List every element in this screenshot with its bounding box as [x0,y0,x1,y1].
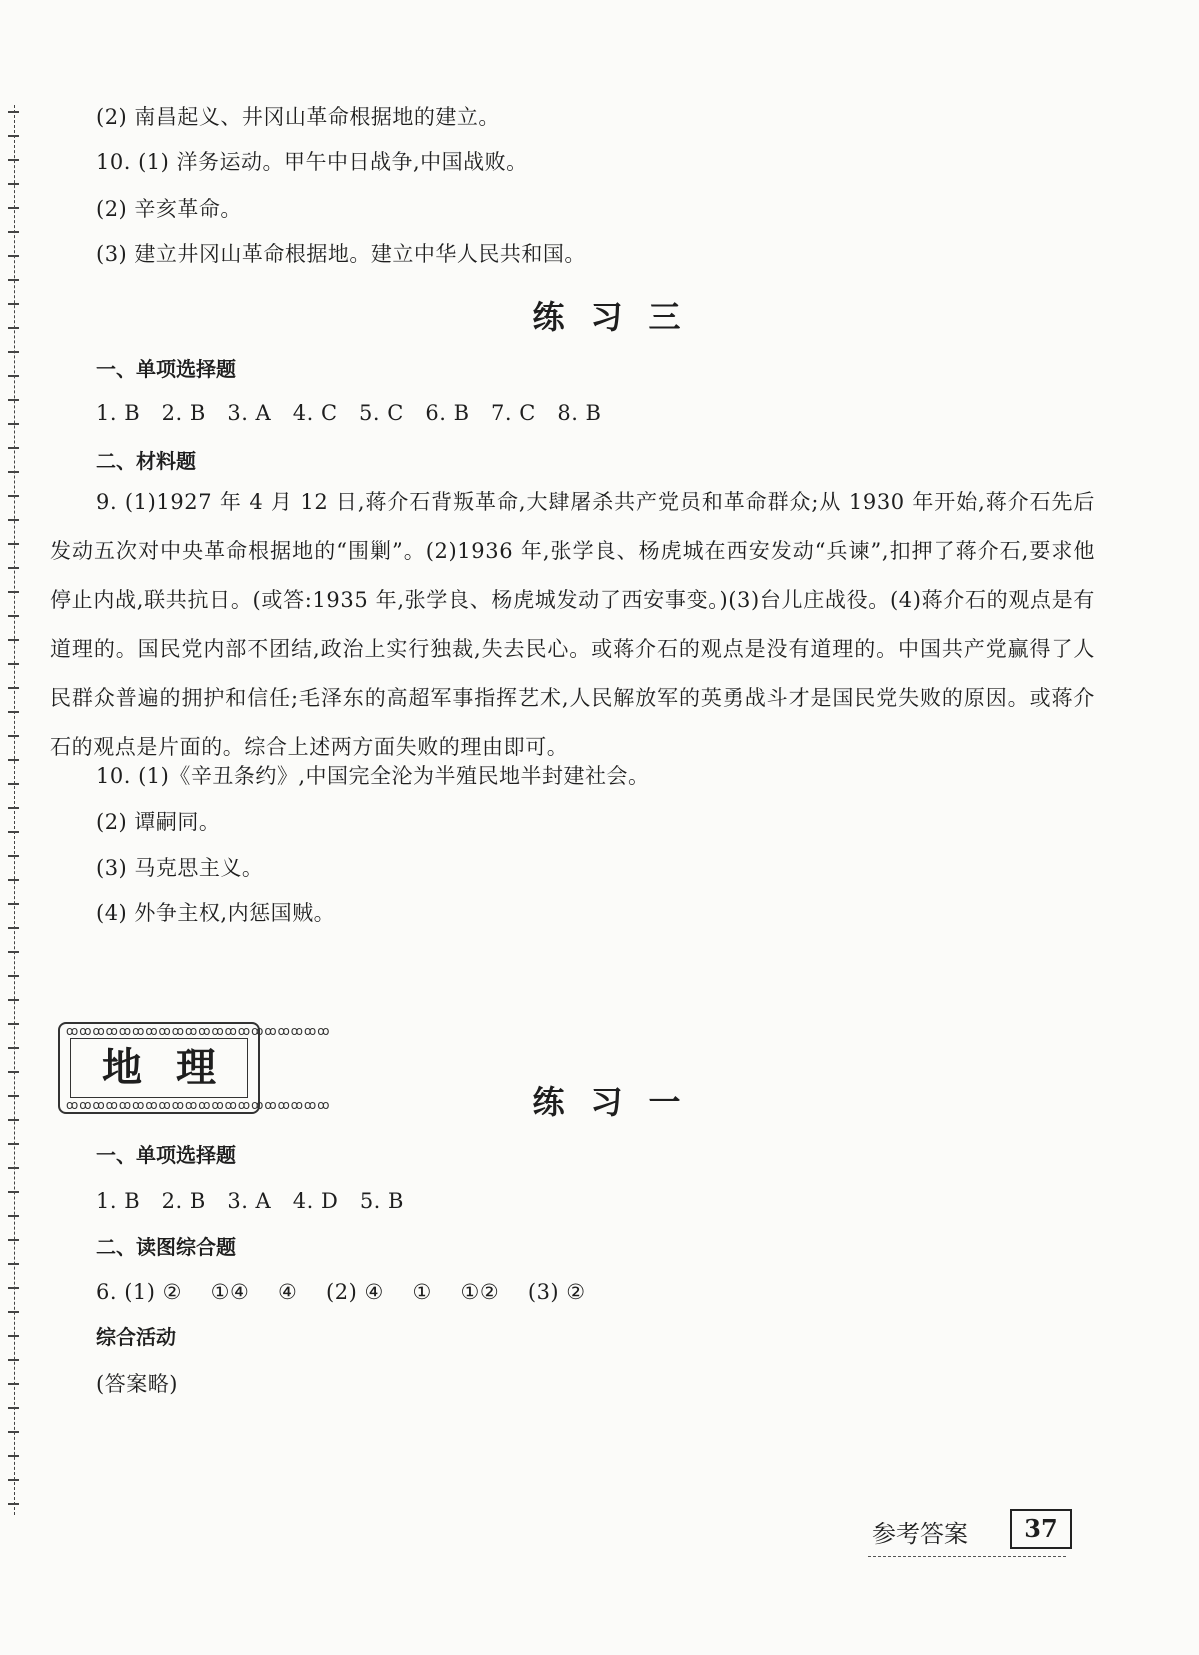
activity-answer: (答案略) [96,1372,178,1396]
material-heading: 二、材料题 [96,449,196,473]
exercise-1-title: 练习一 [532,1083,707,1121]
ornament-border-top: ꝏꝏꝏꝏꝏꝏꝏꝏꝏꝏꝏꝏꝏꝏꝏꝏꝏꝏꝏꝏ [66,1024,331,1038]
binding-tick [8,159,19,161]
binding-tick [8,807,19,809]
exercise-3-title: 练习三 [532,298,707,336]
history-answer-line: (3) 建立井冈山革命根据地。建立中华人民共和国。 [96,242,586,266]
binding-tick [8,759,19,761]
history-answer-line: (2) 辛亥革命。 [96,197,242,221]
binding-tick [8,1191,19,1193]
binding-tick [8,1287,19,1289]
binding-tick [8,111,19,113]
binding-tick [8,1047,19,1049]
binding-tick [8,1071,19,1073]
question-10-line: (2) 谭嗣同。 [96,810,221,834]
binding-tick [8,999,19,1001]
binding-tick [8,1239,19,1241]
binding-tick [8,1311,19,1313]
binding-tick [8,783,19,785]
binding-tick [8,711,19,713]
binding-tick [8,279,19,281]
binding-tick [8,207,19,209]
single-choice-answers: 1. B 2. B 3. A 4. D 5. B [96,1189,404,1213]
question-10-line: (4) 外争主权,内惩国贼。 [96,901,336,925]
binding-tick [8,591,19,593]
binding-tick [8,471,19,473]
binding-tick [8,1335,19,1337]
binding-tick [8,1383,19,1385]
single-choice-heading: 一、单项选择题 [96,1143,236,1167]
binding-tick [8,831,19,833]
binding-tick [8,423,19,425]
binding-tick [8,975,19,977]
binding-tick [8,735,19,737]
binding-tick [8,399,19,401]
binding-tick [8,1455,19,1457]
binding-tick [8,1359,19,1361]
single-choice-answers: 1. B 2. B 3. A 4. C 5. C 6. B 7. C 8. B [96,401,602,425]
answer-key-label: 参考答案 [872,1520,968,1548]
binding-tick [8,1503,19,1505]
binding-tick [8,1167,19,1169]
binding-tick [8,1143,19,1145]
binding-tick [8,903,19,905]
binding-tick [8,1407,19,1409]
binding-tick [8,255,19,257]
binding-tick [8,543,19,545]
binding-tick [8,1431,19,1433]
binding-tick [8,951,19,953]
binding-tick [8,639,19,641]
binding-tick [8,495,19,497]
binding-tick [8,231,19,233]
binding-tick [8,687,19,689]
history-answer-line: (2) 南昌起义、井冈山革命根据地的建立。 [96,105,500,129]
map-reading-heading: 二、读图综合题 [96,1235,236,1259]
question-6-answer: 6. (1) ② ①④ ④ (2) ④ ① ①② (3) ② [96,1280,586,1304]
binding-tick [8,663,19,665]
binding-tick [8,1023,19,1025]
activity-heading: 综合活动 [96,1325,176,1349]
question-10-line: (3) 马克思主义。 [96,856,264,880]
binding-tick [8,927,19,929]
binding-tick [8,1263,19,1265]
question-10-line: 10. (1)《辛丑条约》,中国完全沦为半殖民地半封建社会。 [96,764,650,788]
question-9-answer: 9. (1)1927 年 4 月 12 日,蒋介石背叛革命,大肆屠杀共产党员和革命群众;从 1930 年开始,蒋介石先后发动五次对中央革命根据地的“围剿”。(2)1936 年,张学良、杨虎城在西安发动“兵谏”,扣押了蒋介石,要求他停止内战,联共抗日。(或答:1935 年,张学良、杨虎城发动了西安事变。)(3)台儿庄战役。(4)蒋介石的观点是有道理的。国民党内部不团结,政治上实行独裁,失去民心。或蒋介石的观点是没有道理的。中国共产党赢得了人民群众普遍的拥护和信任;毛泽东的高超军事指挥艺术,人民解放军的英勇战斗才是国民党失败的原因。或蒋介石的观点是片面的。综合上述两方面失败的理由即可。 [50,490,1095,759]
binding-tick [8,855,19,857]
binding-tick [8,183,19,185]
binding-tick [8,351,19,353]
binding-tick [8,375,19,377]
subject-title: 地理 [102,1045,250,1091]
binding-tick [8,615,19,617]
binding-tick [8,447,19,449]
binding-tick [8,135,19,137]
binding-tick [8,567,19,569]
footer-dashed-underline [868,1556,1066,1557]
binding-tick [8,1479,19,1481]
page-number: 37 [1010,1509,1072,1549]
single-choice-heading: 一、单项选择题 [96,357,236,381]
binding-tick [8,879,19,881]
history-answer-line: 10. (1) 洋务运动。甲午中日战争,中国战败。 [96,150,528,174]
binding-tick [8,1215,19,1217]
binding-tick [8,519,19,521]
ornament-border-bottom: ꝏꝏꝏꝏꝏꝏꝏꝏꝏꝏꝏꝏꝏꝏꝏꝏꝏꝏꝏꝏ [66,1098,331,1112]
